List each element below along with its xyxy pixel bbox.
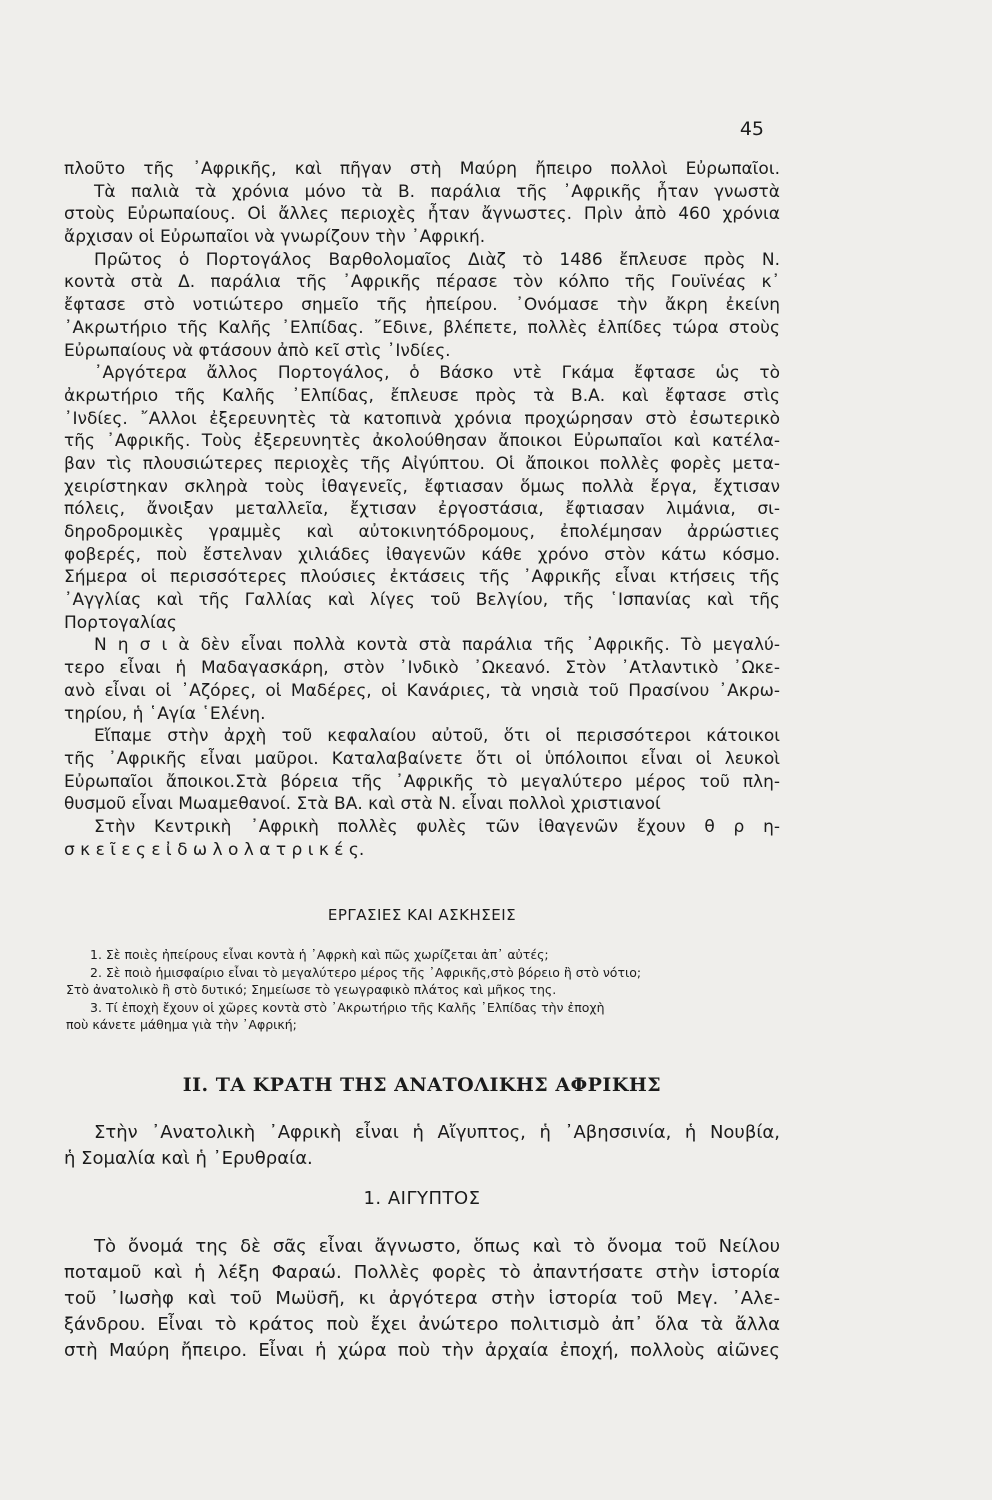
text-line: Στὴν Κεντρικὴ ᾿Αφρικὴ πολλὲς φυλὲς τῶν ἰθαγενῶν ἔχουν θ ρ η- <box>94 816 780 837</box>
text-line: βαν τὶς πλουσιώτερες περιοχὲς τῆς Αἰγύπτου. Οἱ ἄποικοι πολλὲς φορὲς μετα- <box>64 453 780 474</box>
exercises-list <box>66 946 780 1034</box>
text-line: φοβερές, ποὺ ἔστελναν χιλιάδες ἰθαγενῶν κάθε χρόνο στὸν κάτω κόσμο. <box>64 544 780 565</box>
text-line: πλοῦτο τῆς ᾿Αφρικῆς, καὶ πῆγαν στὴ Μαύρη ἤπειρο πολλοὶ Εὐρωπαῖοι. <box>64 159 780 179</box>
chapter-title: II. ΤΑ ΚΡΑΤΗ ΤΗΣ ΑΝΑΤΟΛΙΚΗΣ ΑΦΡΙΚΗΣ <box>182 1074 662 1096</box>
exercise-item: 2. Σὲ ποιὸ ἡμισφαίριο εἶναι τὸ μεγαλύτερο μέρος τῆς ᾿Αφρικῆς,στὸ βόρειο ἢ στὸ νότιο; <box>90 964 642 980</box>
text-line: Εὐρωπαῖοι ἄποικοι.Στὰ βόρεια τῆς ᾿Αφρικῆς τὸ μεγαλύτερο μέρος τοῦ πλη- <box>64 771 780 792</box>
exercises-title: ΕΡΓΑΣΙΕΣ ΚΑΙ ΑΣΚΗΣΕΙΣ <box>327 906 517 924</box>
egypt-body <box>64 1234 780 1364</box>
text-line: κοντὰ στὰ Δ. παράλια τῆς ᾿Αφρικῆς πέρασε τὸν κόλπο τῆς Γουϊνέας κ᾿ <box>64 272 780 293</box>
text-line: σ κ ε ῖ ε ς ε ἰ δ ω λ ο λ α τ ρ ι κ έ ς. <box>64 839 365 860</box>
text-line: ἄρχισαν οἱ Εὐρωπαῖοι νὰ γνωρίζουν τὴν ᾿Αφρική. <box>64 227 486 248</box>
text-line: Πορτογαλίας <box>64 612 177 633</box>
text-line: πόλεις, ἄνοιξαν μεταλλεῖα, ἔχτισαν ἐργοστάσια, ἔφτιασαν λιμάνια, σι- <box>64 499 780 520</box>
text-line: Εἴπαμε στὴν ἀρχὴ τοῦ κεφαλαίου αὐτοῦ, ὅτι οἱ περισσότεροι κάτοικοι <box>94 726 780 747</box>
text-line: τοῦ ᾿Ιωσὴφ καὶ τοῦ Μωϋσῆ, κι ἀργότερα στὴν ἱστορία τοῦ Μεγ. ᾿Αλε- <box>64 1288 780 1309</box>
exercise-item: 3. Τί ἐποχὴ ἔχουν οἱ χῶρες κοντὰ στὸ ᾿Ακρωτήριο τῆς Καλῆς ᾿Ελπίδας τὴν ἐποχὴ <box>90 999 605 1015</box>
text-line: δηροδρομικὲς γραμμὲς καὶ αὐτοκινητόδρομους, ἐπολέμησαν ἀρρώστιες <box>64 522 780 542</box>
text-line: Τὸ ὄνομά της δὲ σᾶς εἶναι ἄγνωστο, ὅπως καὶ τὸ ὄνομα τοῦ Νείλου <box>94 1236 780 1257</box>
text-line: ἀκρωτήριο τῆς Καλῆς ᾿Ελπίδας, ἔπλευσε πρὸς τὰ Β.Α. καὶ ἔφτασε στὶς <box>64 385 780 406</box>
text-line: ἡ Σομαλία καὶ ἡ ᾿Ερυθραία. <box>64 1148 313 1169</box>
text-line: Πρῶτος ὁ Πορτογάλος Βαρθολομαῖος Διὰζ τὸ 1486 ἔπλευσε πρὸς Ν. <box>94 249 780 270</box>
text-line: θυσμοῦ εἶναι Μωαμεθανοί. Στὰ ΒΑ. καὶ στὰ Ν. εἶναι πολλοὶ χριστιανοί <box>64 794 661 815</box>
text-line: ᾿Ινδίες. ῎Αλλοι ἐξερευνητὲς τὰ κατοπινὰ χρόνια προχώρησαν στὸ ἐσωτερικὸ <box>64 408 780 429</box>
text-line: ᾿Αργότερα ἄλλος Πορτογάλος, ὁ Βάσκο ντὲ Γκάμα ἔφτασε ὡς τὸ <box>94 363 780 384</box>
text-line: ᾿Αγγλίας καὶ τῆς Γαλλίας καὶ λίγες τοῦ Βελγίου, τῆς ῾Ισπανίας καὶ τῆς <box>64 590 780 611</box>
subsection-title: 1. ΑΙΓΥΠΤΟΣ <box>363 1188 481 1209</box>
chapter-intro <box>64 1120 780 1172</box>
exercise-item: 1. Σὲ ποιὲς ἠπείρους εἶναι κοντὰ ἡ ᾿Αφρκὴ καὶ πῶς χωρίζεται ἀπ᾿ αὐτές; <box>90 947 549 962</box>
text-line: ξάνδρου. Εἶναι τὸ κράτος ποὺ ἔχει ἀνώτερο πολιτισμὸ ἀπ᾿ ὅλα τὰ ἄλλα <box>64 1314 780 1335</box>
exercise-item: Στὸ ἀνατολικὸ ἢ στὸ δυτικό; Σημείωσε τὸ γεωγραφικὸ πλάτος καὶ μῆκος της. <box>66 982 557 997</box>
section-body <box>64 158 780 861</box>
text-line: ποταμοῦ καὶ ἡ λέξη Φαραώ. Πολλὲς φορὲς τὸ ἀπαντήσατε στὴν ἱστορία <box>64 1262 780 1283</box>
page-number: 45 <box>739 118 764 140</box>
text-line: ᾿Ακρωτήριο τῆς Καλῆς ᾿Ελπίδας. ῎Εδινε, βλέπετε, πολλὲς ἐλπίδες τώρα στοὺς <box>64 317 780 338</box>
text-line: τερο εἶναι ἡ Μαδαγασκάρη, στὸν ᾿Ινδικὸ ᾿Ωκεανό. Στὸν ᾿Ατλαντικὸ ᾿Ωκε- <box>64 658 780 679</box>
text-line: χειρίστηκαν σκληρὰ τοὺς ἰθαγενεῖς, ἔφτιασαν ὅμως πολλὰ ἔργα, ἔχτισαν <box>64 476 780 497</box>
text-line: Ν η σ ι ὰ δὲν εἶναι πολλὰ κοντὰ στὰ παράλια τῆς ᾿Αφρικῆς. Τὸ μεγαλύ- <box>94 635 780 656</box>
exercise-item: ποὺ κάνετε μάθημα γιὰ τὴν ᾿Αφρική; <box>66 1017 297 1032</box>
text-line: στοὺς Εὐρωπαίους. Οἱ ἄλλες περιοχὲς ἦταν ἄγνωστες. Πρὶν ἀπὸ 460 χρόνια <box>64 204 780 225</box>
text-line: ανὸ εἶναι οἱ ᾿Αζόρες, οἱ Μαδέρες, οἱ Κανάριες, τὰ νησιὰ τοῦ Πρασίνου ᾿Ακρω- <box>64 680 780 701</box>
text-line: τῆς ᾿Αφρικῆς εἶναι μαῦροι. Καταλαβαίνετε ὅτι οἱ ὑπόλοιποι εἶναι οἱ λευκοὶ <box>64 748 780 769</box>
text-line: Σήμερα οἱ περισσότερες πλούσιες ἐκτάσεις τῆς ᾿Αφρικῆς εἶναι κτήσεις τῆς <box>64 567 780 588</box>
text-line: τῆς ᾿Αφρικῆς. Τοὺς ἐξερευνητὲς ἀκολούθησαν ἄποικοι Εὐρωπαῖοι καὶ κατέλα- <box>64 431 780 452</box>
text-line: Τὰ παλιὰ τὰ χρόνια μόνο τὰ Β. παράλια τῆς ᾿Αφρικῆς ἦταν γνωστὰ <box>94 181 780 202</box>
text-line: στὴ Μαύρη ἤπειρο. Εἶναι ἡ χώρα ποὺ τὴν ἀρχαία ἐποχή, πολλοὺς αἰῶνες <box>64 1340 780 1361</box>
text-line: Στὴν ᾿Ανατολικὴ ᾿Αφρικὴ εἶναι ἡ Αἴγυπτος, ἡ ᾿Αβησσινία, ἡ Νουβία, <box>94 1122 780 1143</box>
text-line: τηρίου, ἡ ῾Αγία ῾Ελένη. <box>64 703 266 724</box>
text-line: ἔφτασε στὸ νοτιώτερο σημεῖο τῆς ἠπείρου. ᾿Ονόμασε τὴν ἄκρη ἐκείνη <box>64 295 780 316</box>
text-line: Εὐρωπαίους νὰ φτάσουν ἀπὸ κεῖ στὶς ᾿Ινδίες. <box>64 340 451 361</box>
